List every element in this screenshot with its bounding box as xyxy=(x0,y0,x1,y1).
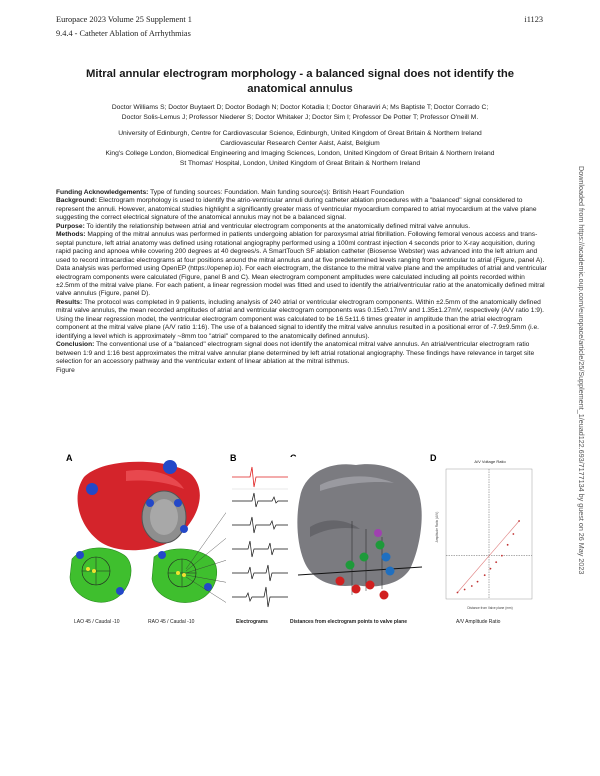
journal-header: Europace 2023 Volume 25 Supplement 1 xyxy=(56,15,192,24)
background-text: Electrogram morphology is used to identify the atrio-ventricular annuli during catheter ablation procedures with a "balanced" signal considered to represent the annuli. However, anatomical studies highlight a significantly greater mass of ventricular myocardium compared to atrial myocardium at the valve plane suggesting the correct electrical signature of the anatomical annulus may not be a balanced signal. xyxy=(56,197,537,222)
affiliation: Cardiovascular Research Center Aalst, Aalst, Belgium xyxy=(220,140,380,148)
affiliation-list xyxy=(56,129,544,169)
panel-a-heart-anatomy xyxy=(66,459,226,617)
marker-red xyxy=(352,585,361,594)
section-heading: 9.4.4 - Catheter Ablation of Arrhythmias xyxy=(56,29,191,38)
data-point xyxy=(477,581,479,583)
methods-paragraph xyxy=(56,231,548,299)
marker-green xyxy=(376,541,385,550)
caption-electrograms: Electrograms xyxy=(236,619,268,625)
caption-lao: LAO 45 / Caudal -10 xyxy=(74,619,120,625)
egm-trace xyxy=(232,467,288,487)
panel-label-a: A xyxy=(66,453,73,463)
data-point xyxy=(490,568,492,570)
abstract-body xyxy=(56,189,548,375)
data-point xyxy=(457,592,459,594)
abstract-title: Mitral annular electrogram morphology - a balanced signal does not identify the anatomical annulus xyxy=(85,68,515,95)
egm-trace xyxy=(232,541,288,557)
funding-label: Funding Acknowledgements: xyxy=(56,189,149,196)
panel-d-ratio-chart xyxy=(432,457,536,617)
egm-trace xyxy=(232,493,288,507)
affiliation: St Thomas' Hospital, London, United Kingdom of Great Britain & Northern Ireland xyxy=(179,160,421,168)
blue-patch xyxy=(163,460,177,474)
valve-inner xyxy=(150,499,178,535)
results-paragraph xyxy=(56,299,548,341)
author-line: Doctor Solis-Lemus J; Professor Niederer S; Doctor Whitaker J; Doctor Sim I; Professor De Potter T; Professor O'neill M. xyxy=(121,114,479,121)
figure xyxy=(66,453,536,629)
chart-x-label: Distance from Valve plane (mm) xyxy=(467,606,513,610)
methods-label: Methods: xyxy=(56,231,86,239)
background-label: Background: xyxy=(56,197,97,205)
marker-blue xyxy=(382,553,391,562)
funding-paragraph xyxy=(56,189,548,197)
author-list xyxy=(56,103,544,123)
data-point xyxy=(464,589,466,591)
methods-text: Mapping of the mitral annulus was performed in patients undergoing ablation for paroxysmal atrial fibrillation. Following femoral venous access and trans-septal puncture, left atrial anatomy was defined using rotational angiography performed using a 100ml contrast injection 4 seconds prior to X-ray acquisition, during rapid pacing and apnoea while covering 200 degrees at 40 degrees/s. A SmartTouch SF ablation catheter (Biosense Webster) was advanced into the left atrium and used to record intracardiac electrograms at four positions around the mitral annulus and at five predetermined levels ranging from ventricular to atrial (Figure, panel A). Data analysis was performed using OpenEP (https://openep.io). For each electrogram, the distance to the mitral valve plane and the amplitudes of atrial and ventricular electrogram components were calculated (Figure, panel B and C). Mean electrogram component amplitudes were calculated including all points recorded within ±2.5mm of the mitral valve plane. For each patient, a linear regression model was fitted and used to identify the atrial/ventricular ratio at the anatomically defined mitral valve annulus (Figure, panel D). xyxy=(56,231,547,298)
blue-patch xyxy=(174,499,182,507)
caption-rao: RAO 45 / Caudal -10 xyxy=(148,619,195,625)
marker-blue xyxy=(386,567,395,576)
purpose-paragraph xyxy=(56,223,548,231)
data-point xyxy=(484,574,486,576)
conclusion-text: The conventional use of a "balanced" electrogram signal does not identify the anatomical mitral valve annulus. An atrial/ventricular electrogram ratio between 1:9 and 1:16 best approximates the mitral valve annular plane determined by left atrial rotational angiography. These findings have relevance in target site selection for an accessory pathway and the ventricular extent of linear ablation at the mitral isthmus. xyxy=(56,341,535,366)
caption-distances: Distances from electrogram points to valve plane xyxy=(290,619,407,625)
download-watermark: Downloaded from https://academic.oup.com/europace/article/25/Supplement_1/euad122.693/7177134 by guest on 26 May 2023 xyxy=(577,166,586,575)
data-point xyxy=(518,520,520,522)
results-label: Results: xyxy=(56,298,83,306)
data-point xyxy=(507,544,509,546)
marker-green xyxy=(360,553,369,562)
blue-patch xyxy=(146,499,154,507)
marker-red xyxy=(366,581,375,590)
panel-b-electrograms xyxy=(232,463,288,613)
figure-word: Figure xyxy=(56,366,75,374)
marker-red xyxy=(380,591,389,600)
chart-title: A/V Voltage Ratio xyxy=(474,459,506,464)
data-point xyxy=(512,533,514,535)
conclusion-label: Conclusion: xyxy=(56,341,95,349)
caption-ratio: A/V Amplitude Ratio xyxy=(456,619,501,625)
egm-trace xyxy=(232,565,288,581)
panel-c-valve-distances xyxy=(290,457,426,615)
conclusion-paragraph xyxy=(56,341,548,366)
blue-patch xyxy=(180,525,188,533)
chart-y-label: Amplitude Ratio (A/V) xyxy=(435,511,439,543)
marker-red xyxy=(336,577,345,586)
data-point xyxy=(495,561,497,563)
affiliation: University of Edinburgh, Centre for Cardiovascular Science, Edinburgh, United Kingdom of Great Britain & Northern Ireland xyxy=(118,130,482,137)
data-point xyxy=(471,585,473,587)
egm-trace xyxy=(232,517,288,533)
page-number: i1123 xyxy=(524,15,543,24)
background-paragraph xyxy=(56,197,548,222)
affiliation: King's College London, Biomedical Engineering and Imaging Sciences, London, United Kingdom of Great Britain & Northern Ireland xyxy=(105,150,495,158)
marker-purple xyxy=(374,529,382,537)
purpose-text: To identify the relationship between atrial and ventricular electrogram components at the anatomically defined mitral valve annulus. xyxy=(86,222,471,230)
panel-label-b: B xyxy=(230,453,237,463)
blue-patch xyxy=(86,483,98,495)
data-point xyxy=(501,555,503,557)
results-text: The protocol was completed in 9 patients, including analysis of 240 atrial or ventricular electrogram components. Within ±2.5mm of the anatomically defined mitral valve annulus, the mean recorded amplitudes of atrial and ventricular electrogram components was 0.15±0.17mV and 1.35±1.27mV, respectively (A/V ratio 1:9). Using the linear regression model, the ventricular electrogram component was calculated to be 16.5±11.6 times greater in amplitude than the atrial electrogram component at the mitral valve plane (A/V ratio 1:16). The use of a balanced signal to identify the mitral valve annulus resulted in a positional error of -7.9±9.5mm (i.e. identifying a level which is approximately ~8mm too "atrial" compared to the anatomically defined annulus). xyxy=(56,298,545,340)
funding-text: Type of funding sources: Foundation. Main funding source(s): British Heart Foundation xyxy=(150,189,405,196)
author-line: Doctor Williams S; Doctor Buytaert D; Doctor Bodagh N; Doctor Kotadia I; Doctor Gharaviri A; Ms Baptiste T; Doctor Corrado C; xyxy=(111,104,489,111)
purpose-label: Purpose: xyxy=(56,222,85,230)
egm-trace xyxy=(232,587,288,607)
panel-label-d: D xyxy=(430,453,437,463)
marker-green xyxy=(346,561,355,570)
